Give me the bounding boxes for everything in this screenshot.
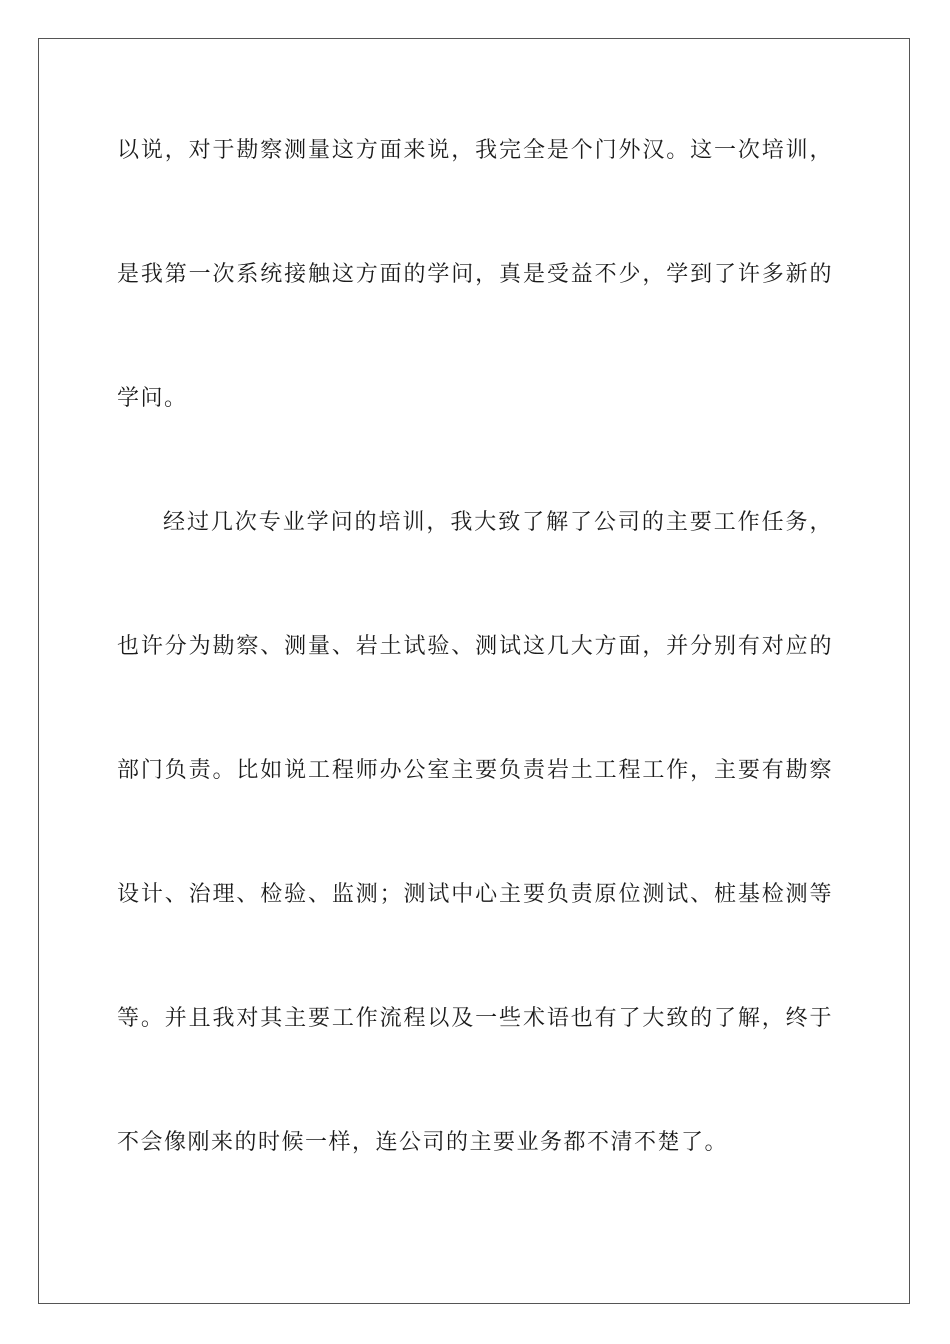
paragraph-2-line-3: 部门负责。比如说工程师办公室主要负责岩土工程工作，主要有勘察: [117, 758, 833, 783]
body-text-line-3: 学问。: [117, 386, 188, 411]
paragraph-2-line-2: 也许分为勘察、测量、岩土试验、测试这几大方面，并分别有对应的: [117, 634, 833, 659]
paragraph-2-line-5: 等。并且我对其主要工作流程以及一些术语也有了大致的了解，终于: [117, 1006, 833, 1031]
body-text-line-2: 是我第一次系统接触这方面的学问，真是受益不少，学到了许多新的: [117, 262, 833, 287]
body-text-line-1: 以说，对于勘察测量这方面来说，我完全是个门外汉。这一次培训，: [117, 138, 833, 163]
paragraph-2-line-6: 不会像刚来的时候一样，连公司的主要业务都不清不楚了。: [117, 1130, 729, 1155]
page-frame: [38, 38, 910, 1304]
paragraph-2-line-1: 经过几次专业学问的培训，我大致了解了公司的主要工作任务，: [163, 510, 833, 535]
paragraph-2-line-4: 设计、治理、检验、监测；测试中心主要负责原位测试、桩基检测等: [117, 882, 833, 907]
